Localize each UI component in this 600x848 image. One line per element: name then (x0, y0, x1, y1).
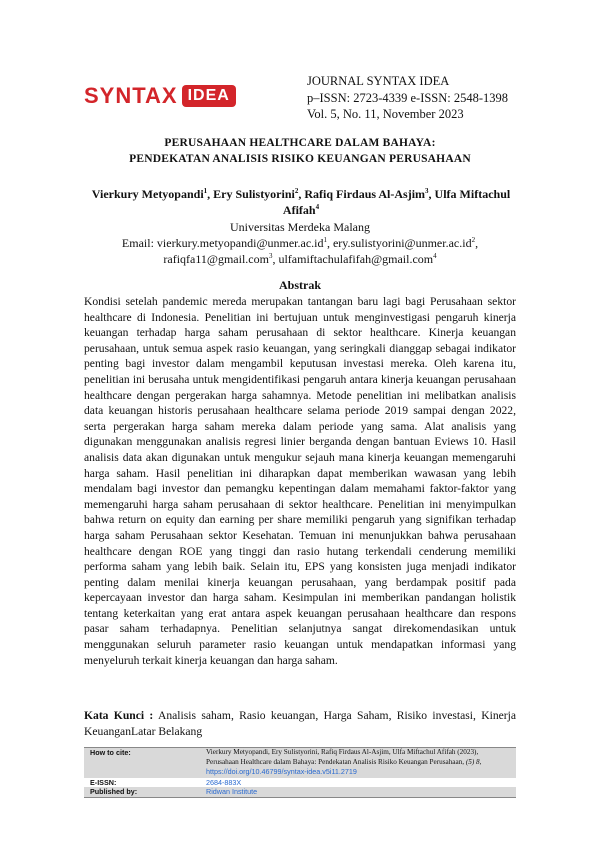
title-line-1: PERUSAHAAN HEALTHCARE DALAM BAHAYA: (164, 137, 436, 149)
email-link[interactable]: ery.sulistyorini@unmer.ac.id (332, 236, 472, 250)
citation-row-how (84, 748, 516, 778)
paper-title (60, 135, 540, 167)
eissn-label: E-ISSN: (90, 777, 117, 787)
citation-volume: (5) 8, (465, 757, 482, 766)
abstract-body: Kondisi setelah pandemic mereda merupakan tantangan baru lagi bagi Perusahaan sektor healthcare di Indonesia. Penelitian ini bertujuan untuk menginvestigasi pengaruh kinerja keuangan terhadap harga saham perusahaan di sektor healthcare. Kinerja keuangan perusahaan, untuk semua aspek rasio keuangan, yang seringkali dianggap sebagai indikator penting bagi investor dalam mengambil keputusan investasi mereka. Oleh karena itu, penelitian ini berusaha untuk mengidentifikasi pengaruh antara kinerja keuangan perusahaan healthcare dengan pergerakan harga sahamnya. Metode penelitian ini melibatkan analisis data keuangan historis perusahaan healthcare selama periode 2019 sampai dengan 2022, serta pergerakan harga saham mereka dalam periode yang sama. Alat analisis yang digunakan menggunakan analisis regresi linier berganda dengan bantuan Eviews 10. Hasil analisis data akan digunakan untuk mengukur sejauh mana kinerja keuangan memengaruhi harga saham. Hasil penelitian ini diharapkan dapat memberikan wawasan yang lebih mendalam bagi investor dan pemangku kepentingan dalam memahami faktor-faktor yang memengaruhi harga saham perusahaan di sektor healthcare. Penelitian ini menyimpulkan bahwa return on equity dan earning per share memiliki pengaruh yang signifikan terhadap harga saham Perusahaan sektor Kesehatan. Temuan ini menunjukkan bahwa perusahaan healthcare dengan ROE yang tinggi dan rasio hutang terkendali cenderung memiliki performa saham yang lebih baik. Selain itu, EPS yang konsisten juga menjadi indikator penting dalam menilai kinerja keuangan perusahaan, yang berdampak positif pada kepercayaan investor dan harga saham. Kesimpulan ini memberikan pandangan holistik tentang keterkaitan yang erat antara aspek keuangan perusahaan healthcare dan respons pasar saham terhadapnya. Penelitian selanjutnya sangat direkomendasikan untuk menggunakan seluruh parameter rasio keuangan untuk mendapatkan informasi yang menyeluruh terkait kinerja keuangan dan harga saham. (84, 295, 516, 667)
journal-volume: Vol. 5, No. 11, November 2023 (307, 107, 464, 121)
email-link[interactable]: vierkury.metyopandi@unmer.ac.id (156, 236, 324, 250)
journal-logo (84, 84, 236, 108)
author-name: Ulfa Miftachul Afifah (282, 187, 511, 217)
published-by-label: Published by: (90, 787, 138, 796)
author-list: Vierkury Metyopandi$^1$, Ery Sulistyorini$^2$, Rafiq Firdaus Al-Asjim$^3$, Ulfa Miftachul Afifah$^4$ (91, 187, 511, 217)
citation-row-publisher (84, 787, 516, 797)
author-name: Ery Sulistyorini (213, 187, 295, 201)
publisher-value[interactable]: Ridwan Institute (206, 787, 258, 796)
keywords-text: Analisis saham, Rasio keuangan, Harga Saham, Risiko investasi, Kinerja KeuanganLatar Belakang (84, 709, 516, 738)
author-name: Vierkury Metyopandi (91, 187, 204, 201)
journal-info (307, 73, 508, 123)
journal-name: JOURNAL SYNTAX IDEA (307, 74, 450, 88)
how-to-cite-value (206, 748, 516, 778)
author-sup: 1 (203, 187, 208, 195)
doi-link[interactable]: https://doi.org/10.46799/syntax-idea.v5i11.2719 (206, 767, 357, 776)
email-line-1: Email: $vierkury.metyopandi@unmer.ac.id^1$, $ery.sulistyorini@unmer.ac.id^2$, (121, 236, 479, 250)
author-sup: 3 (425, 187, 429, 195)
how-to-cite-label: How to cite: (90, 748, 131, 757)
keywords-label: Kata Kunci : (84, 709, 154, 722)
journal-issn: p–ISSN: 2723-4339 e-ISSN: 2548-1398 (307, 90, 509, 105)
affiliation-block (60, 219, 540, 267)
email-link[interactable]: rafiqfa11@gmail.com (163, 252, 269, 266)
email-link[interactable]: ulfamiftachulafifah@gmail.com (278, 252, 434, 266)
eissn-value[interactable]: 2684-883X (206, 777, 242, 787)
author-sup: 4 (315, 203, 320, 211)
logo-wordmark: SYNTAX (84, 83, 178, 108)
citation-row-eissn (84, 778, 516, 788)
logo-badge: IDEA (182, 85, 236, 107)
email-line-2: rafiqfa11@gmail.com$^3$, ulfamiftachulafifah@gmail.com$^4$ (163, 252, 437, 266)
title-line-2: PENDEKATAN ANALISIS RISIKO KEUANGAN PERUSAHAAN (129, 153, 471, 165)
university-name: Universitas Merdeka Malang (230, 220, 370, 234)
abstract-heading: Abstrak (278, 278, 321, 292)
author-sup: 2 (294, 187, 299, 195)
page-header (0, 0, 600, 130)
author-name: Rafiq Firdaus Al-Asjim (304, 187, 426, 201)
keywords (84, 708, 516, 739)
email-label: Email: (121, 236, 157, 250)
citation-text: Vierkury Metyopandi, Ery Sulistyorini, Rafiq Firdaus Al-Asjim, Ulfa Miftachul Afifah (2023), Perusahaan Healthcare dalam Bahaya: Pendekatan Analisis Risiko Keuangan Perusahaan, (206, 748, 479, 766)
citation-box (84, 747, 516, 798)
